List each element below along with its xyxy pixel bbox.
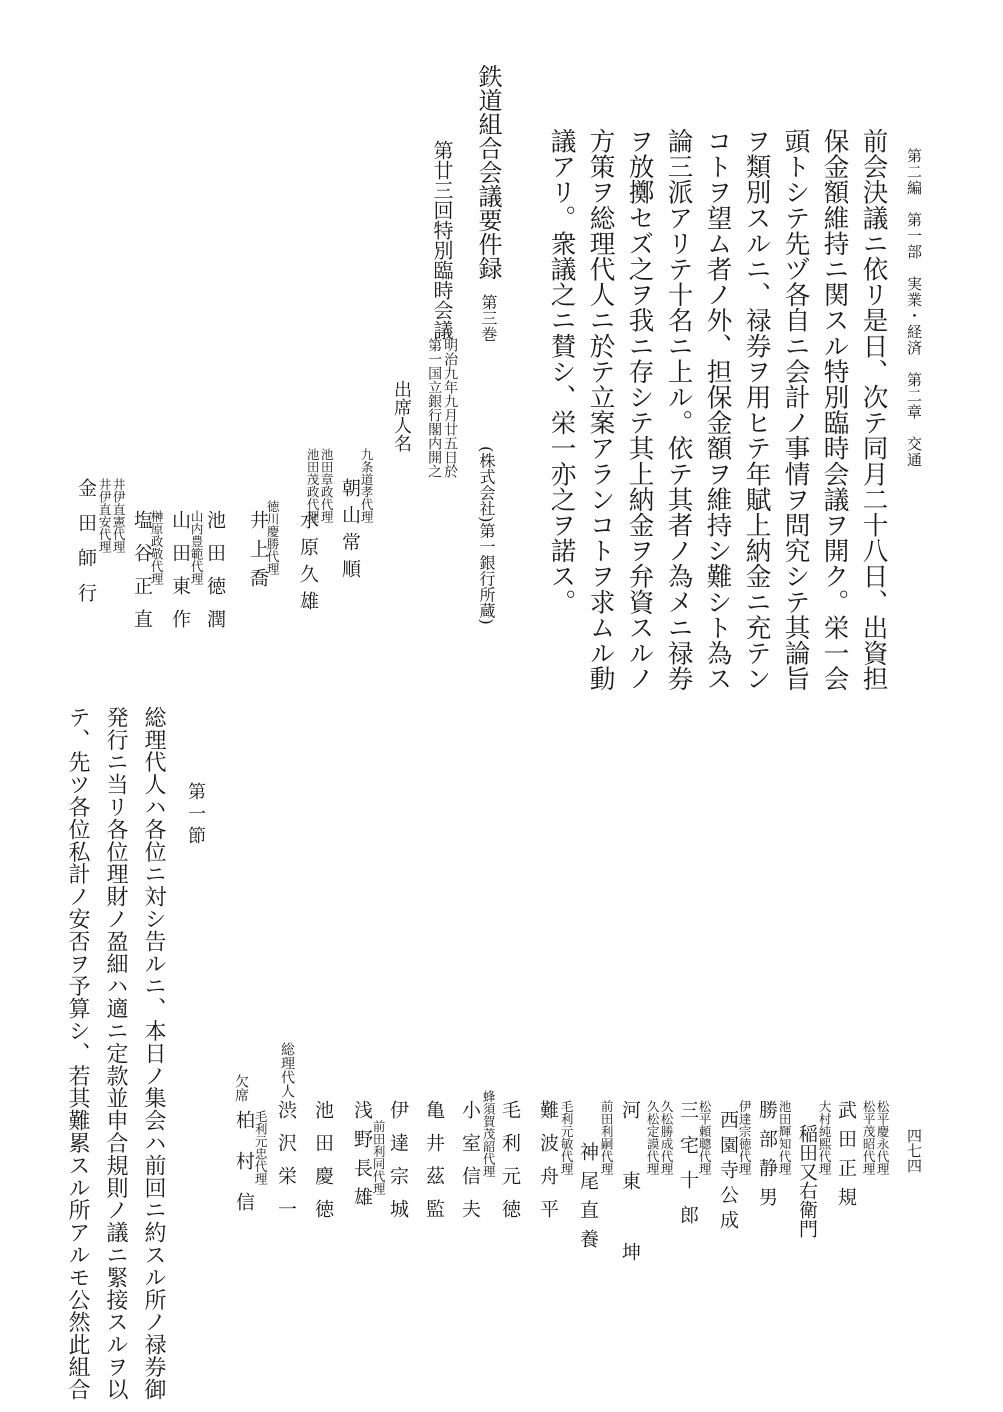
attendee-name: 神尾直養 <box>577 1142 599 1258</box>
attendee-name: 朝山常順 <box>339 478 361 586</box>
section-line-1: 総理代人ハ各位ニ対シ告ルニ、本日ノ集会ハ前回ニ約スル所ノ禄券御 <box>141 706 166 1401</box>
section-line-3: テ、先ツ各位私計ノ安否ヲ予算シ、若其難累スル所アルモ公然此組合 <box>65 706 90 1401</box>
attendee-proxy: 久松定謨代理 <box>645 1100 661 1175</box>
absent-proxy: 毛利元忠代理 <box>253 1110 269 1185</box>
attendee-proxy: 伊達宗徳代理 <box>737 1100 753 1175</box>
attendee-proxy: 松平頼聰代理 <box>697 1100 713 1175</box>
attendee-name: 水原久雄 <box>297 510 319 618</box>
attendee-proxy: 徳川慶勝代理 <box>265 500 281 575</box>
body-line-3: 頭トシテ先ヅ各自ニ会計ノ事情ヲ問究シテ其論旨 <box>780 128 811 692</box>
running-head: 第二編 第一部 実業・経済 第二章 交通 <box>905 148 923 468</box>
source-volume: 第三巻 <box>479 294 498 342</box>
attendee-name: 池田徳潤 <box>204 510 226 642</box>
attendee-proxy: 池田茂政代理 <box>305 448 321 523</box>
absent-label: 欠席 <box>233 1074 249 1102</box>
attendee-name: 勝部静男 <box>756 1100 778 1216</box>
attendee-name: 伊達宗城 <box>387 1100 409 1232</box>
attendee-proxy: 松平茂昭代理 <box>861 1100 877 1175</box>
attendee-proxy: 蜂須賀茂韶代理 <box>481 1090 497 1178</box>
attendee-name: 金田師行 <box>75 478 97 618</box>
body-line-4: ヲ類別スルニ、禄券ヲ用ヒテ年賦上納金ニ充テン <box>741 128 772 692</box>
attendee-proxy: 榊原政敬代理 <box>149 510 165 585</box>
attendee-name: 山田東作 <box>169 510 191 642</box>
section-title: 第一節 <box>185 782 206 848</box>
source-title-text: 鉄道組合会議要件録 <box>474 64 502 280</box>
body-line-5: コトヲ望ム者ノ外、担保金額ヲ維持シ難シト為ス <box>702 128 733 692</box>
attendee-name: 亀井茲監 <box>423 1100 445 1232</box>
attendee-proxy: 大村純熙代理 <box>817 1100 833 1175</box>
body-line-2: 保金額維持ニ関スル特別臨時会議ヲ開ク。栄一会 <box>819 128 850 692</box>
body-line-7: ヲ放擲セズ之ヲ我ニ存シテ其上納金ヲ弁資スルノ <box>624 128 655 692</box>
body-line-9: 議アリ。衆議之ニ賛シ、栄一亦之ヲ諾ス。 <box>546 128 577 615</box>
attendee-proxy: 池田輝知代理 <box>777 1100 793 1175</box>
source-title <box>476 64 500 342</box>
attendee-proxy: 毛利元敏代理 <box>559 1100 575 1175</box>
attendee-proxy: 山内豊範代理 <box>189 510 205 585</box>
source-holder: (株式会社)第一銀行所蔵) <box>477 446 496 625</box>
general-agent-label: 総理代人 <box>279 1042 295 1098</box>
attendee-name: 小室信夫 <box>459 1100 481 1232</box>
body-line-1: 前会決議ニ依リ是日、次テ同月二十八日、出資担 <box>858 128 889 692</box>
attendee-name: 三宅十郎 <box>677 1100 699 1240</box>
attendee-name: 毛利元徳 <box>499 1100 521 1232</box>
absent-name: 柏村信 <box>233 1110 255 1233</box>
attendee-name: 浅野長雄 <box>351 1100 373 1216</box>
attendee-proxy: 井伊直安代理 <box>97 478 113 553</box>
attendees-label: 出席人名 <box>391 380 412 452</box>
attendee-proxy: 九条道孝代理 <box>359 448 375 523</box>
attendee-proxy: 池田章政代理 <box>319 448 335 523</box>
attendee-name: 塩谷正直 <box>131 510 153 642</box>
attendee-proxy: 松平慶永代理 <box>875 1100 891 1175</box>
body-line-6: 論三派アリテ十名ニ上ル。依テ其者ノ為メニ禄券 <box>663 128 694 692</box>
page-number: 四七四 <box>905 1128 923 1173</box>
general-agent-name: 渋沢栄一 <box>275 1100 297 1232</box>
meeting-name: 第廿三回特別臨時会議 <box>430 140 454 340</box>
meeting-date-1: 明治九年九月廿五日於 <box>442 338 459 478</box>
meeting-date-2: 第一国立銀行閣内開之 <box>426 338 443 478</box>
attendee-proxy: 井伊直憲代理 <box>111 478 127 553</box>
attendee-name: 稲田又右衛門 <box>796 1124 818 1238</box>
attendee-name: 西園寺公成 <box>717 1110 739 1235</box>
section-line-2: 発行ニ当リ各位理財ノ盈細ハ適ニ定款並申合規則ノ議ニ緊接スルヲ以 <box>103 706 128 1401</box>
attendee-name: 難波舟平 <box>537 1100 559 1232</box>
attendee-name: 池田慶徳 <box>312 1100 334 1232</box>
attendee-proxy: 前田利嗣代理 <box>599 1100 615 1175</box>
attendee-proxy: 久松勝成代理 <box>659 1100 675 1175</box>
attendee-name: 武田正規 <box>835 1100 857 1216</box>
attendee-proxy: 前田利同代理 <box>371 1120 387 1195</box>
body-line-8: 方策ヲ総理代人ニ於テ立案アランコトヲ求ムル動 <box>585 128 616 692</box>
attendee-name: 河東坤 <box>619 1100 641 1313</box>
attendee-name: 井上喬 <box>247 510 269 597</box>
